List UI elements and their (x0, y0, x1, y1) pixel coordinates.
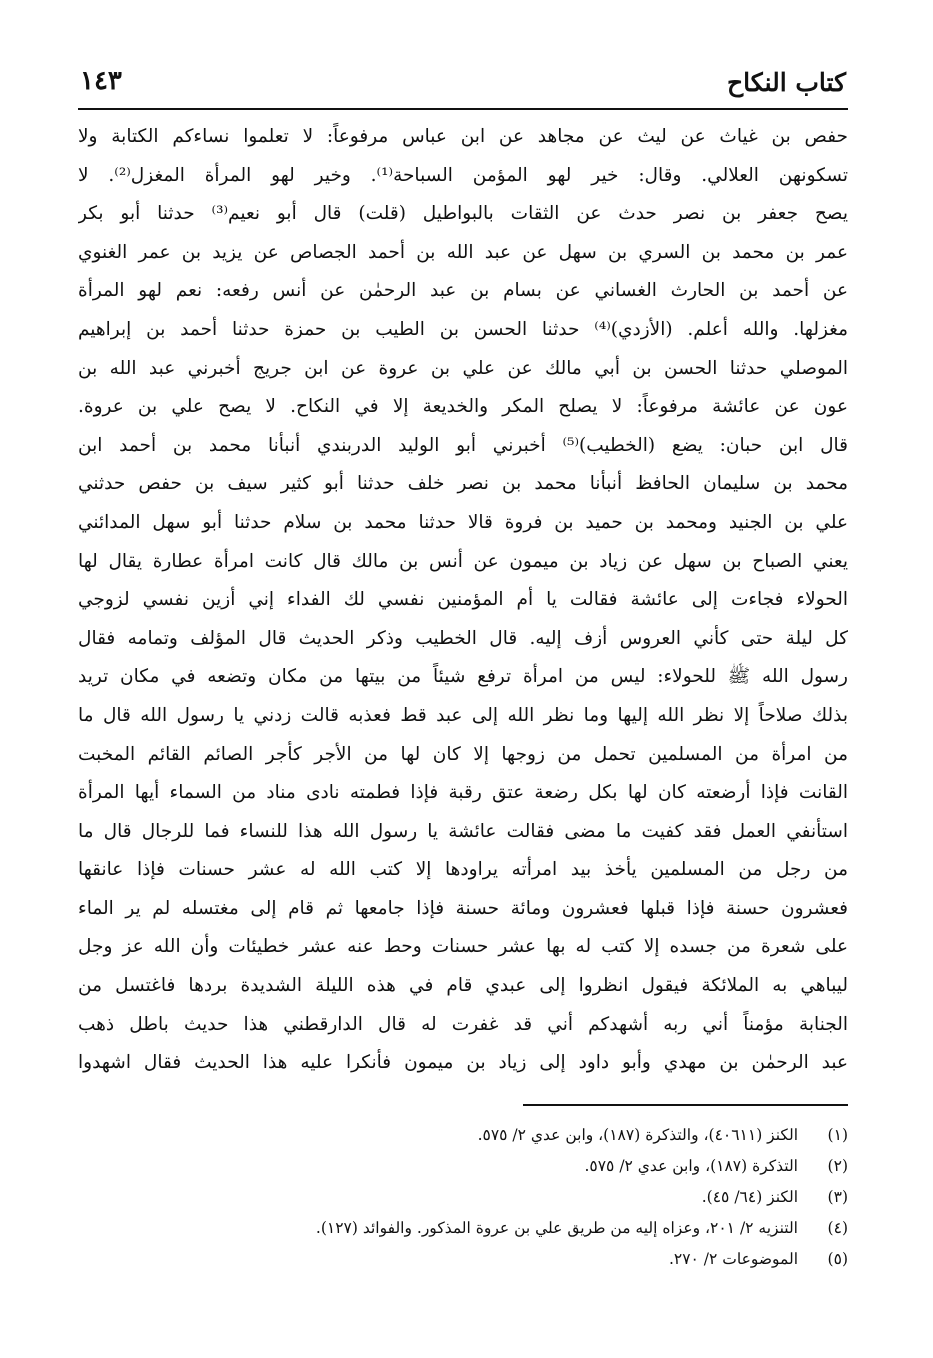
text-line: على شعرة من جسده إلا كتب له بها عشر حسنات وحط عنه عشر خطيئات وأن الله عز وجل (78, 936, 848, 958)
main-text (78, 118, 848, 1083)
footnote-text: الموضوعات ٢/ ٢٧٠. (668, 1250, 798, 1268)
text-line: بذلك صلاحاً إلا نظر الله إليها وما نظر الله إلى عبد قط فعذبه قالت زدني يا رسول الله قال ما (78, 704, 848, 726)
footnote-divider (523, 1104, 848, 1106)
page-number: ١٤٣ (80, 66, 122, 96)
footnote-number: (١) (827, 1126, 848, 1144)
footnote-text: التنزيه ٢/ ٢٠١، وعزاه إليه من طريق علي بن عروة المذكور. والفوائد (١٢٧). (315, 1219, 798, 1237)
footnote-item (148, 1182, 848, 1213)
footnote-number: (٤) (827, 1219, 848, 1237)
footnote-text: التذكرة (١٨٧)، وابن عدي ٢/ ٥٧٥. (584, 1157, 798, 1175)
text-line: تسكونهن العلالي. وقال: خير لهو المؤمن السباحة⁽¹⁾. وخير لهو المرأة المغزل⁽²⁾. لا (78, 164, 848, 186)
footnote-number: (٣) (827, 1188, 848, 1206)
text-line: من رجل من المسلمين يأخذ بيد امرأته يراودها إلا كتب الله له عشر حسنات فإذا عانقها (78, 859, 848, 881)
text-line: ليباهي به الملائكة فيقول انظروا إلى عبدي قام في هذه الليلة الشديدة بردها فاغتسل من (78, 975, 848, 997)
text-line: من امرأة من المسلمين تحمل من زوجها إلا كان لها من الأجر كأجر الصائم القائم المخبت (78, 743, 848, 765)
text-line: مغزلها. والله أعلم. (الأزدي)⁽⁴⁾ حدثنا الحسن بن الطيب بن حمزة حدثنا أحمد بن إبراهيم (78, 318, 848, 340)
header-divider (78, 108, 848, 110)
footnote-item (148, 1120, 848, 1151)
footnote-item (148, 1213, 848, 1244)
text-line: عون عن عائشة مرفوعاً: لا يصلح المكر والخديعة إلا في النكاح. لا يصح علي بن عروة. (78, 396, 848, 418)
chapter-title: كتاب النكاح (727, 68, 846, 97)
text-line: عن أحمد بن الحارث الغساني عن بسام بن عبد الرحمٰن عن أنس رفعه: نعم لهو المرأة (78, 280, 848, 302)
text-line: رسول الله ﷺ للحولاء: ليس من امرأة ترفع شيئاً من بيتها من مكان وتضعه في مكان تريد (78, 666, 848, 688)
text-line: عبد الرحمٰن بن مهدي وأبو داود إلى زياد بن ميمون فأنكرا عليه هذا الحديث فقال اشهدوا (78, 1052, 848, 1074)
text-line: محمد بن سليمان الحافظ أنبأنا محمد بن نصر خلف حدثنا أبو كثير سيف بن حفص حدثني (78, 473, 848, 495)
text-line: استأنفي العمل فقد كفيت ما مضى فقالت عائشة يا رسول الله هذا للنساء فما للرجال قال ما (78, 820, 848, 842)
footnote-text: الكنز (٦٤/ ٤٥). (701, 1188, 798, 1206)
text-line: كل ليلة حتى كأني العروس أزف إليه. قال الخطيب وذكر الحديث قال المؤلف وتمامه فقال (78, 627, 848, 649)
text-line: يعني الصباح بن سهل عن زياد بن ميمون عن أنس بن مالك قال كانت امرأة عطارة يقال لها (78, 550, 848, 572)
text-line: علي بن الجنيد ومحمد بن حميد بن فروة قالا حدثنا محمد بن سلام حدثنا أبو سهل المدائني (78, 511, 848, 533)
text-line: قال ابن حبان: يضع (الخطيب)⁽⁵⁾ أخبرني أبو الوليد الدربندي أنبأنا محمد بن أحمد ابن (78, 434, 848, 456)
footnote-item (148, 1151, 848, 1182)
footnote-item (148, 1244, 848, 1275)
text-line: عمر بن محمد بن السري بن سهل عن عبد الله بن أحمد الجصاص عن يزيد بن عمر الغنوي (78, 241, 848, 263)
text-line: حفص بن غياث عن ليث عن مجاهد عن ابن عباس مرفوعاً: لا تعلموا نساءكم الكتابة ولا (78, 126, 848, 147)
footnote-text: الكنز (٤٠٦١١)، والتذكرة (١٨٧)، وابن عدي ٢/ ٥٧٥. (477, 1126, 798, 1144)
footnote-number: (٥) (827, 1250, 848, 1268)
text-line: الموصلي حدثنا الحسن بن أبي مالك عن علي بن عروة عن ابن جريج أخبرني عبد الله بن (78, 357, 848, 379)
text-line: يصح جعفر بن نصر حدث عن الثقات بالبواطيل (قلت) قال أبو نعيم⁽³⁾ حدثنا أبو بكر (78, 203, 848, 225)
text-line: الحولاء فجاءت إلى عائشة فقالت يا أم المؤمنين نفسي لك الفداء إني أزين نفسي لزوجي (78, 589, 848, 611)
footnotes (148, 1120, 848, 1275)
page-header (78, 66, 848, 106)
text-line: فعشرون حسنة فإذا قبلها فعشرون ومائة حسنة فإذا جامعها ثم قام إلى مغتسله لم ير الماء (78, 897, 848, 919)
text-line: القانت فإذا أرضعته كان لها بكل رضعة عتق رقبة فإذا فطمته نادى مناد من السماء أيها المرأة (78, 782, 848, 804)
footnote-number: (٢) (827, 1157, 848, 1175)
text-line: الجنابة مؤمناً أني ربه أشهدكم أني قد غفرت له قال الدارقطني هذا حديث باطل ذهب (78, 1013, 848, 1035)
